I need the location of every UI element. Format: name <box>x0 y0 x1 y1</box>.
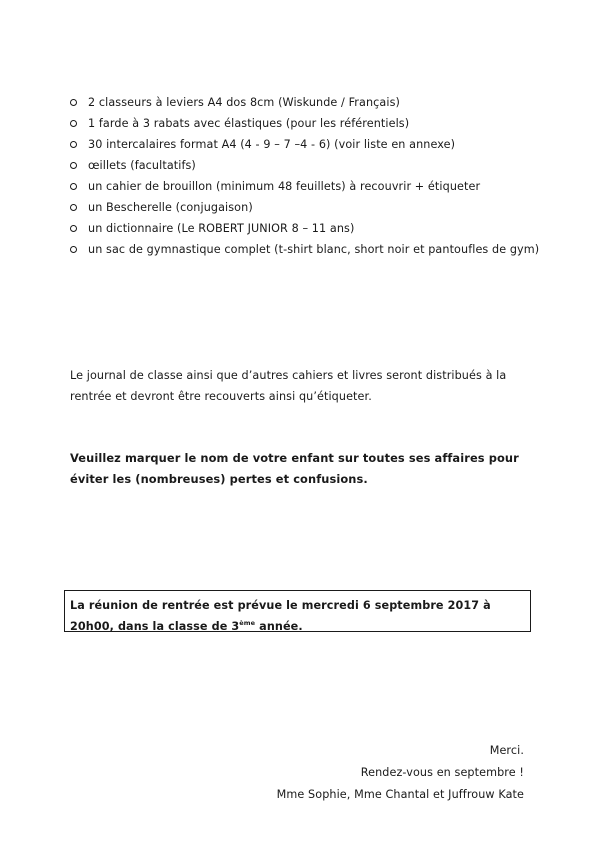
meeting-notice-box <box>64 590 531 632</box>
journal-paragraph: Le journal de classe ainsi que d’autres cahiers et livres seront distribués à la rentrée et devront être recouverts ainsi qu’étiqueter. <box>70 369 507 403</box>
list-item <box>70 92 540 113</box>
list-item-text: œillets (facultatifs) <box>88 159 196 172</box>
meeting-text: La réunion de rentrée est prévue le mercredi 6 septembre 2017 à 20h00, dans la classe de 3 <box>70 599 491 633</box>
list-item <box>70 155 540 176</box>
list-item-text: un Bescherelle (conjugaison) <box>88 201 253 214</box>
list-item <box>70 134 540 155</box>
bullet-icon <box>70 183 77 190</box>
bullet-icon <box>70 204 77 211</box>
list-item <box>70 239 540 260</box>
thanks-line: Merci. <box>489 744 524 757</box>
bullet-icon <box>70 99 77 106</box>
list-item-text: 1 farde à 3 rabats avec élastiques (pour les référentiels) <box>88 117 410 130</box>
signoff <box>204 740 524 806</box>
ordinal-superscript: ème <box>239 619 256 627</box>
bullet-icon <box>70 162 77 169</box>
see-you-line: Rendez-vous en septembre ! <box>360 766 524 779</box>
signature-line: Mme Sophie, Mme Chantal et Juffrouw Kate <box>276 788 524 801</box>
list-item-text: un sac de gymnastique complet (t-shirt blanc, short noir et pantoufles de gym) <box>88 243 540 256</box>
list-item <box>70 218 540 239</box>
meeting-text-end: année. <box>255 620 303 633</box>
bullet-icon <box>70 120 77 127</box>
supply-list <box>70 92 540 260</box>
list-item <box>70 176 540 197</box>
list-item-text: un dictionnaire (Le ROBERT JUNIOR 8 – 11 ans) <box>88 222 355 235</box>
bullet-icon <box>70 246 77 253</box>
list-item-text: 2 classeurs à leviers A4 dos 8cm (Wiskunde / Français) <box>88 96 400 109</box>
bullet-icon <box>70 225 77 232</box>
name-reminder: Veuillez marquer le nom de votre enfant sur toutes ses affaires pour éviter les (nombreuses) pertes et confusions. <box>70 451 519 486</box>
list-item <box>70 113 540 134</box>
list-item <box>70 197 540 218</box>
bullet-icon <box>70 141 77 148</box>
list-item-text: un cahier de brouillon (minimum 48 feuillets) à recouvrir + étiqueter <box>88 180 481 193</box>
list-item-text: 30 intercalaires format A4 (4 - 9 – 7 –4 - 6) (voir liste en annexe) <box>88 138 456 151</box>
